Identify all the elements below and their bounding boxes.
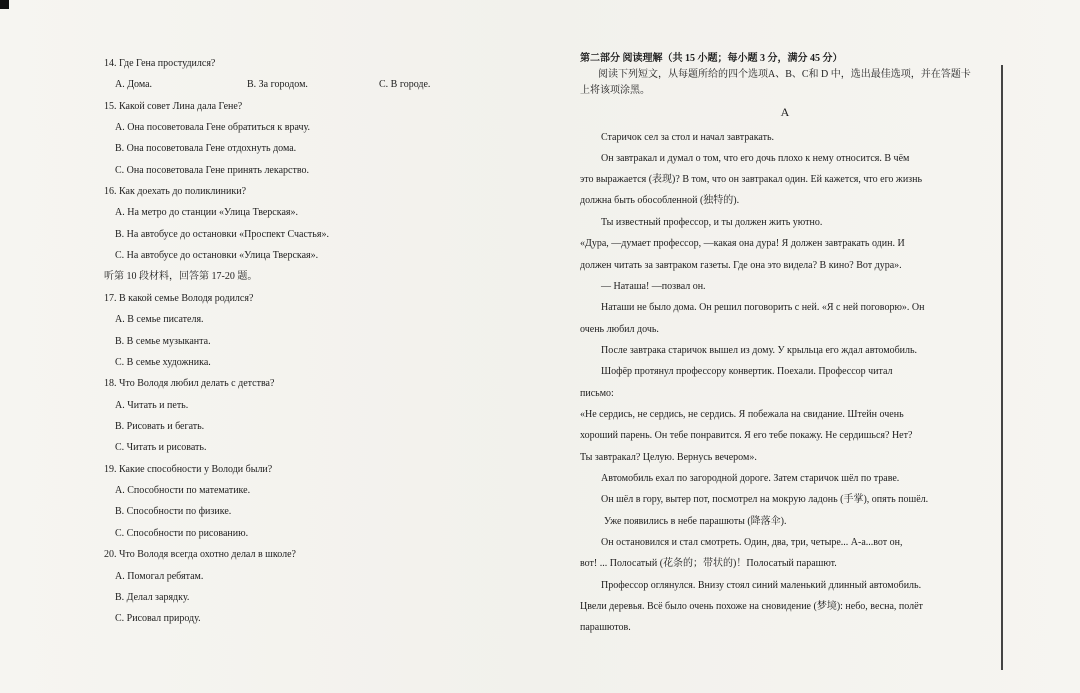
passage-line: очень любил дочь.: [580, 324, 659, 335]
option-19-b: B. Способности по физике.: [115, 506, 232, 517]
section-header: 第二部分 阅读理解（共 15 小题；每小题 3 分，满分 45 分）: [580, 53, 843, 64]
passage-line: Профессор оглянулся. Внизу стоял синий маленький длинный автомобиль.: [601, 580, 922, 591]
passage-line: Наташи не было дома. Он решил поговорить с ней. «Я с ней поговорю». Он: [601, 302, 925, 313]
passage-line: Ты известный профессор, и ты должен жить уютно.: [601, 217, 823, 228]
listening-instruction: 听第 10 段材料，回答第 17-20 题。: [104, 271, 258, 282]
option-19-c: C. Способности по рисованию.: [115, 528, 249, 539]
corner-mark: [0, 0, 9, 9]
option-17-b: B. В семье музыканта.: [115, 336, 211, 347]
option-14-a: A. Дома.: [115, 79, 153, 90]
passage-line: После завтрака старичок вышел из дому. У крыльца его ждал автомобиль.: [601, 345, 918, 356]
passage-line: Старичок сел за стол и начал завтракать.: [601, 132, 775, 143]
option-20-a: A. Помогал ребятам.: [115, 571, 204, 582]
passage-line: письмо:: [580, 388, 614, 399]
passage-line: — Наташа! —позвал он.: [601, 281, 706, 292]
passage-line: хороший парень. Он тебе понравится. Я его тебе покажу. Не сердишься? Нет?: [580, 430, 913, 441]
question-18: 18. Что Володя любил делать с детства?: [104, 378, 275, 389]
passage-line: должна быть обособленной (独特的).: [580, 195, 740, 206]
passage-line: Цвели деревья. Всё было очень похоже на сновидение (梦境): небо, весна, полёт: [580, 601, 923, 612]
question-16: 16. Как доехать до поликлиники?: [104, 186, 247, 197]
passage-line: Шофёр протянул профессору конвертик. Поехали. Профессор читал: [601, 366, 893, 377]
option-20-c: C. Рисовал природу.: [115, 613, 201, 624]
margin-line: [1001, 65, 1003, 670]
passage-line: Он остановился и стал смотреть. Один, два, три, четыре... А-а...вот он,: [601, 537, 903, 548]
option-16-a: A. На метро до станции «Улица Тверская».: [115, 207, 298, 218]
option-18-a: A. Читать и петь.: [115, 400, 189, 411]
option-20-b: B. Делал зарядку.: [115, 592, 190, 603]
passage-line: «Дура, —думает профессор, —какая она дура! Я должен завтракать один. И: [580, 238, 905, 249]
question-19: 19. Какие способности у Володи были?: [104, 464, 273, 475]
option-18-c: C. Читать и рисовать.: [115, 442, 207, 453]
passage-line: Он шёл в гору, вытер пот, посмотрел на мокрую ладонь (手掌), опять пошёл.: [601, 494, 929, 505]
option-15-b: B. Она посоветовала Гене отдохнуть дома.: [115, 143, 297, 154]
option-14-c: C. В городе.: [379, 79, 431, 90]
reading-instructions: 阅读下列短文，从每题所给的四个选项A、B、C和 D 中，选出最佳选项，并在答题卡: [598, 69, 971, 80]
question-17: 17. В какой семье Володя родился?: [104, 293, 254, 304]
passage-line: Автомобиль ехал по загородной дороге. Затем старичок шёл по траве.: [601, 473, 900, 484]
option-17-a: A. В семье писателя.: [115, 314, 204, 325]
option-15-c: C. Она посоветовала Гене принять лекарство.: [115, 165, 309, 176]
passage-label: A: [780, 105, 790, 119]
passage-line: Он завтракал и думал о том, что его дочь плохо к нему относится. В чём: [601, 153, 910, 164]
question-14: 14. Где Гена простудился?: [104, 58, 216, 69]
option-16-b: B. На автобусе до остановки «Проспект Счастья».: [115, 229, 329, 240]
passage-line: это выражается (表现)? В том, что он завтракал один. Ей кажется, что его жизнь: [580, 174, 923, 185]
option-16-c: C. На автобусе до остановки «Улица Тверская».: [115, 250, 319, 261]
option-19-a: A. Способности по математике.: [115, 485, 251, 496]
passage-line: парашютов.: [580, 622, 631, 633]
passage-line: вот! ... Полосатый (花条的；带状的)！Полосатый парашют.: [580, 558, 837, 569]
option-18-b: B. Рисовать и бегать.: [115, 421, 205, 432]
question-20: 20. Что Володя всегда охотно делал в школе?: [104, 549, 296, 560]
option-14-b: B. За городом.: [247, 79, 308, 90]
reading-instructions-cont: 上将该项涂黑。: [580, 85, 650, 96]
passage-line: Ты завтракал? Целую. Вернусь вечером».: [580, 452, 757, 463]
passage-line: «Не сердись, не сердись, не сердись. Я побежала на свидание. Штейн очень: [580, 409, 904, 420]
question-15: 15. Какой совет Лина дала Гене?: [104, 101, 243, 112]
passage-line: Уже появились в небе парашюты (降落伞).: [604, 516, 787, 527]
option-17-c: C. В семье художника.: [115, 357, 211, 368]
passage-line: должен читать за завтраком газеты. Где она это видела? В кино? Вот дура».: [580, 260, 902, 271]
option-15-a: A. Она посоветовала Гене обратиться к врачу.: [115, 122, 311, 133]
